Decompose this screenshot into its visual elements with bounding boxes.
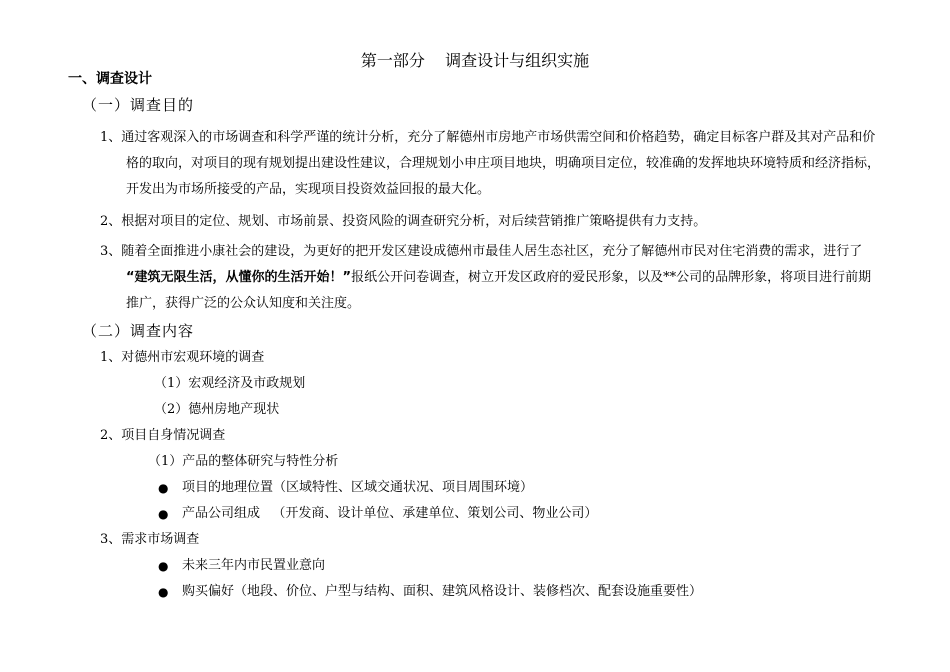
purpose-item-3-line-2 [126, 269, 871, 287]
content-item-1-sub-2: （2）德州房地产现状 [154, 402, 280, 417]
bullet-icon: ● [158, 559, 169, 573]
content-item-1: 1、对德州市宏观环境的调查 [100, 350, 265, 365]
content-item-2-bullet-2: 产品公司组成 （开发商、设计单位、承建单位、策划公司、物业公司） [182, 506, 598, 521]
purpose-item-1-line-3: 开发出为市场所接受的产品，实现项目投资效益回报的最大化。 [126, 182, 491, 197]
bullet-icon: ● [158, 507, 169, 521]
purpose-item-2: 2、根据对项目的定位、规划、市场前景、投资风险的调查研究分析，对后续营销推广策略提供有力支持。 [100, 214, 707, 229]
content-item-3: 3、需求市场调查 [100, 532, 200, 547]
content-item-3-bullet-1: 未来三年内市民置业意向 [182, 558, 326, 573]
purpose-item-1-line-2: 格的取向，对项目的现有规划提出建设性建议，合理规划小申庄项目地块，明确项目定位，较准确的发挥地块环境特质和经济指标， [126, 156, 881, 171]
purpose-item-1-line-1: 1、通过客观深入的市场调查和科学严谨的统计分析，充分了解德州市房地产市场供需空间和价格趋势，确定目标客户群及其对产品和价 [100, 130, 876, 145]
content-item-2-sub-1: （1）产品的整体研究与特性分析 [148, 454, 339, 469]
purpose-item-3-line-2-rest: 报纸公开问卷调查，树立开发区政府的爱民形象，以及**公司的品牌形象，将项目进行前期 [351, 270, 872, 285]
subsection-heading-content: （二）调查内容 [82, 322, 195, 340]
bullet-icon: ● [158, 481, 169, 495]
content-item-2-bullet-1: 项目的地理位置（区域特性、区域交通状况、项目周围环境） [182, 480, 534, 495]
subsection-heading-purpose: （一）调查目的 [82, 96, 195, 114]
purpose-item-3-line-3: 推广，获得广泛的公众认知度和关注度。 [126, 296, 361, 311]
page-title: 第一部分 调查设计与组织实施 [360, 51, 590, 70]
content-item-1-sub-1: （1）宏观经济及市政规划 [154, 376, 306, 391]
campaign-slogan: “建筑无限生活，从懂你的生活开始！” [126, 270, 352, 285]
purpose-item-3-line-1: 3、随着全面推进小康社会的建设，为更好的把开发区建设成德州市最佳人居生态社区，充分了解德州市民对住宅消费的需求，进行了 [100, 244, 863, 259]
section-heading-survey-design: 一、调查设计 [68, 71, 152, 87]
bullet-icon: ● [158, 585, 169, 599]
content-item-2: 2、项目自身情况调查 [100, 428, 226, 443]
content-item-3-bullet-2: 购买偏好（地段、价位、户型与结构、面积、建筑风格设计、装修档次、配套设施重要性） [182, 584, 703, 599]
